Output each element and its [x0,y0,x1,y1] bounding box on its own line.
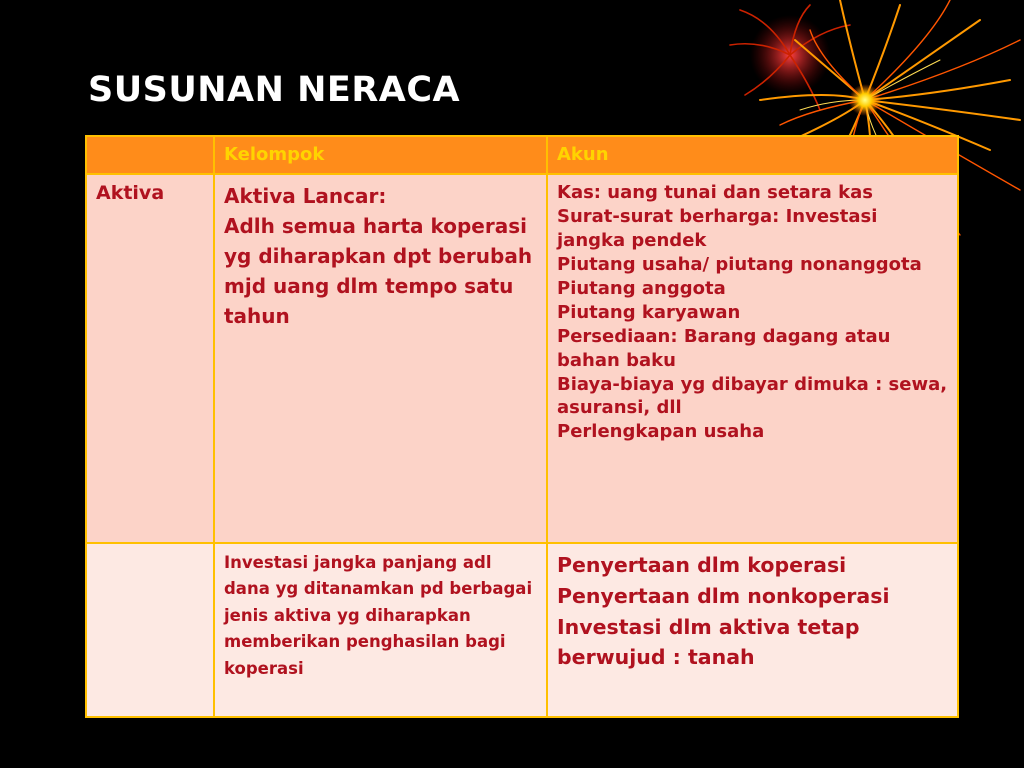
header-cell-akun: Akun [547,136,958,174]
akun-cell [547,543,958,717]
akun-cell [547,174,958,543]
balance-sheet-table [85,135,959,718]
group-cell [86,543,214,717]
table-row [86,174,958,543]
group-label: Aktiva [96,182,165,204]
group-cell [86,174,214,543]
kelompok-text: Investasi jangka panjang adl dana yg ditanamkan pd berbagai jenis aktiva yg diharapkan memberikan penghasilan bagi koperasi [224,553,533,678]
header-cell-kelompok: Kelompok [214,136,547,174]
akun-text: Penyertaan dlm koperasi Penyertaan dlm nonkoperasi Investasi dlm aktiva tetap berwujud : tanah [557,553,890,670]
table-row [86,543,958,717]
slide-title: SUSUNAN NERACA [88,70,461,110]
akun-text: Kas: uang tunai dan setara kas Surat-surat berharga: Investasi jangka pendek Piutang usaha/ piutang nonanggota Piutang anggota Piutang karyawan Persediaan: Barang dagang atau bahan baku Biaya-biaya yg dibayar dimuka : sewa, asuransi, dll Perlengkapan usaha [557,182,948,443]
kelompok-cell [214,174,547,543]
header-cell-empty [86,136,214,174]
table-header-row [86,136,958,174]
kelompok-text: Aktiva Lancar: Adlh semua harta koperasi yg diharapkan dpt berubah mjd uang dlm tempo satu tahun [224,184,533,328]
kelompok-cell [214,543,547,717]
